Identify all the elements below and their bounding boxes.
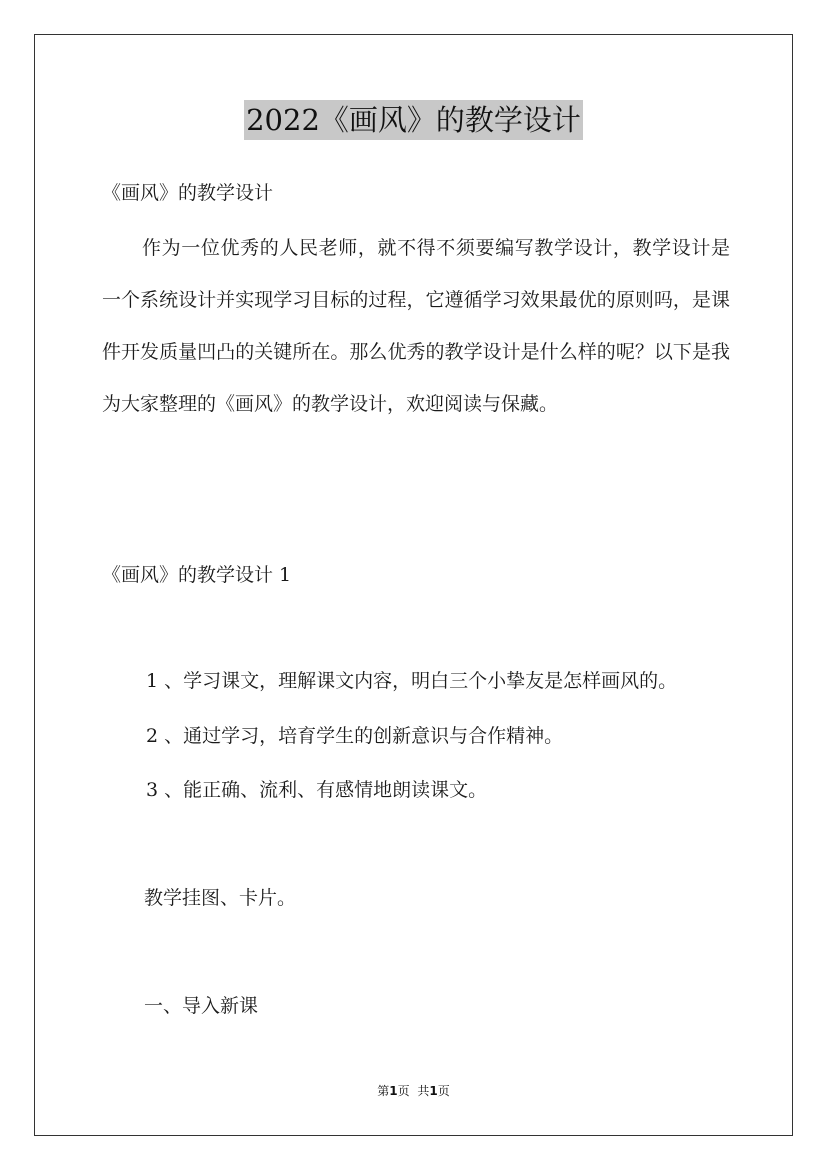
title-container [0, 100, 827, 140]
page-unit: 页 [397, 1084, 410, 1098]
step-heading: 一、导入新课 [144, 995, 259, 1017]
page-number: 1 [389, 1084, 398, 1098]
page-prefix: 第 [377, 1084, 390, 1098]
total-pages: 1 [429, 1084, 438, 1098]
document-title: 2022《画风》的教学设计 [244, 100, 583, 140]
total-prefix: 共 [417, 1084, 430, 1098]
objective-item-2: 2 、通过学习，培育学生的创新意识与合作精神。 [146, 725, 564, 747]
intro-paragraph: 作为一位优秀的人民老师，就不得不须要编写教学设计，教学设计是一个系统设计并实现学习目标的过程，它遵循学习效果最优的原则吗，是课件开发质量凹凸的关键所在。那么优秀的教学设计是什么样的呢？以下是我为大家整理的《画风》的教学设计，欢迎阅读与保藏。 [102, 237, 730, 415]
objective-item-3: 3 、能正确、流利、有感情地朗读课文。 [146, 779, 488, 801]
objective-item-1: 1 、学习课文，理解课文内容，明白三个小挚友是怎样画风的。 [146, 670, 678, 692]
page-footer [0, 1082, 827, 1100]
document-subtitle: 《画风》的教学设计 [102, 182, 274, 204]
materials-line: 教学挂图、卡片。 [144, 887, 297, 909]
total-unit: 页 [437, 1084, 450, 1098]
section-heading: 《画风》的教学设计 1 [102, 564, 292, 586]
